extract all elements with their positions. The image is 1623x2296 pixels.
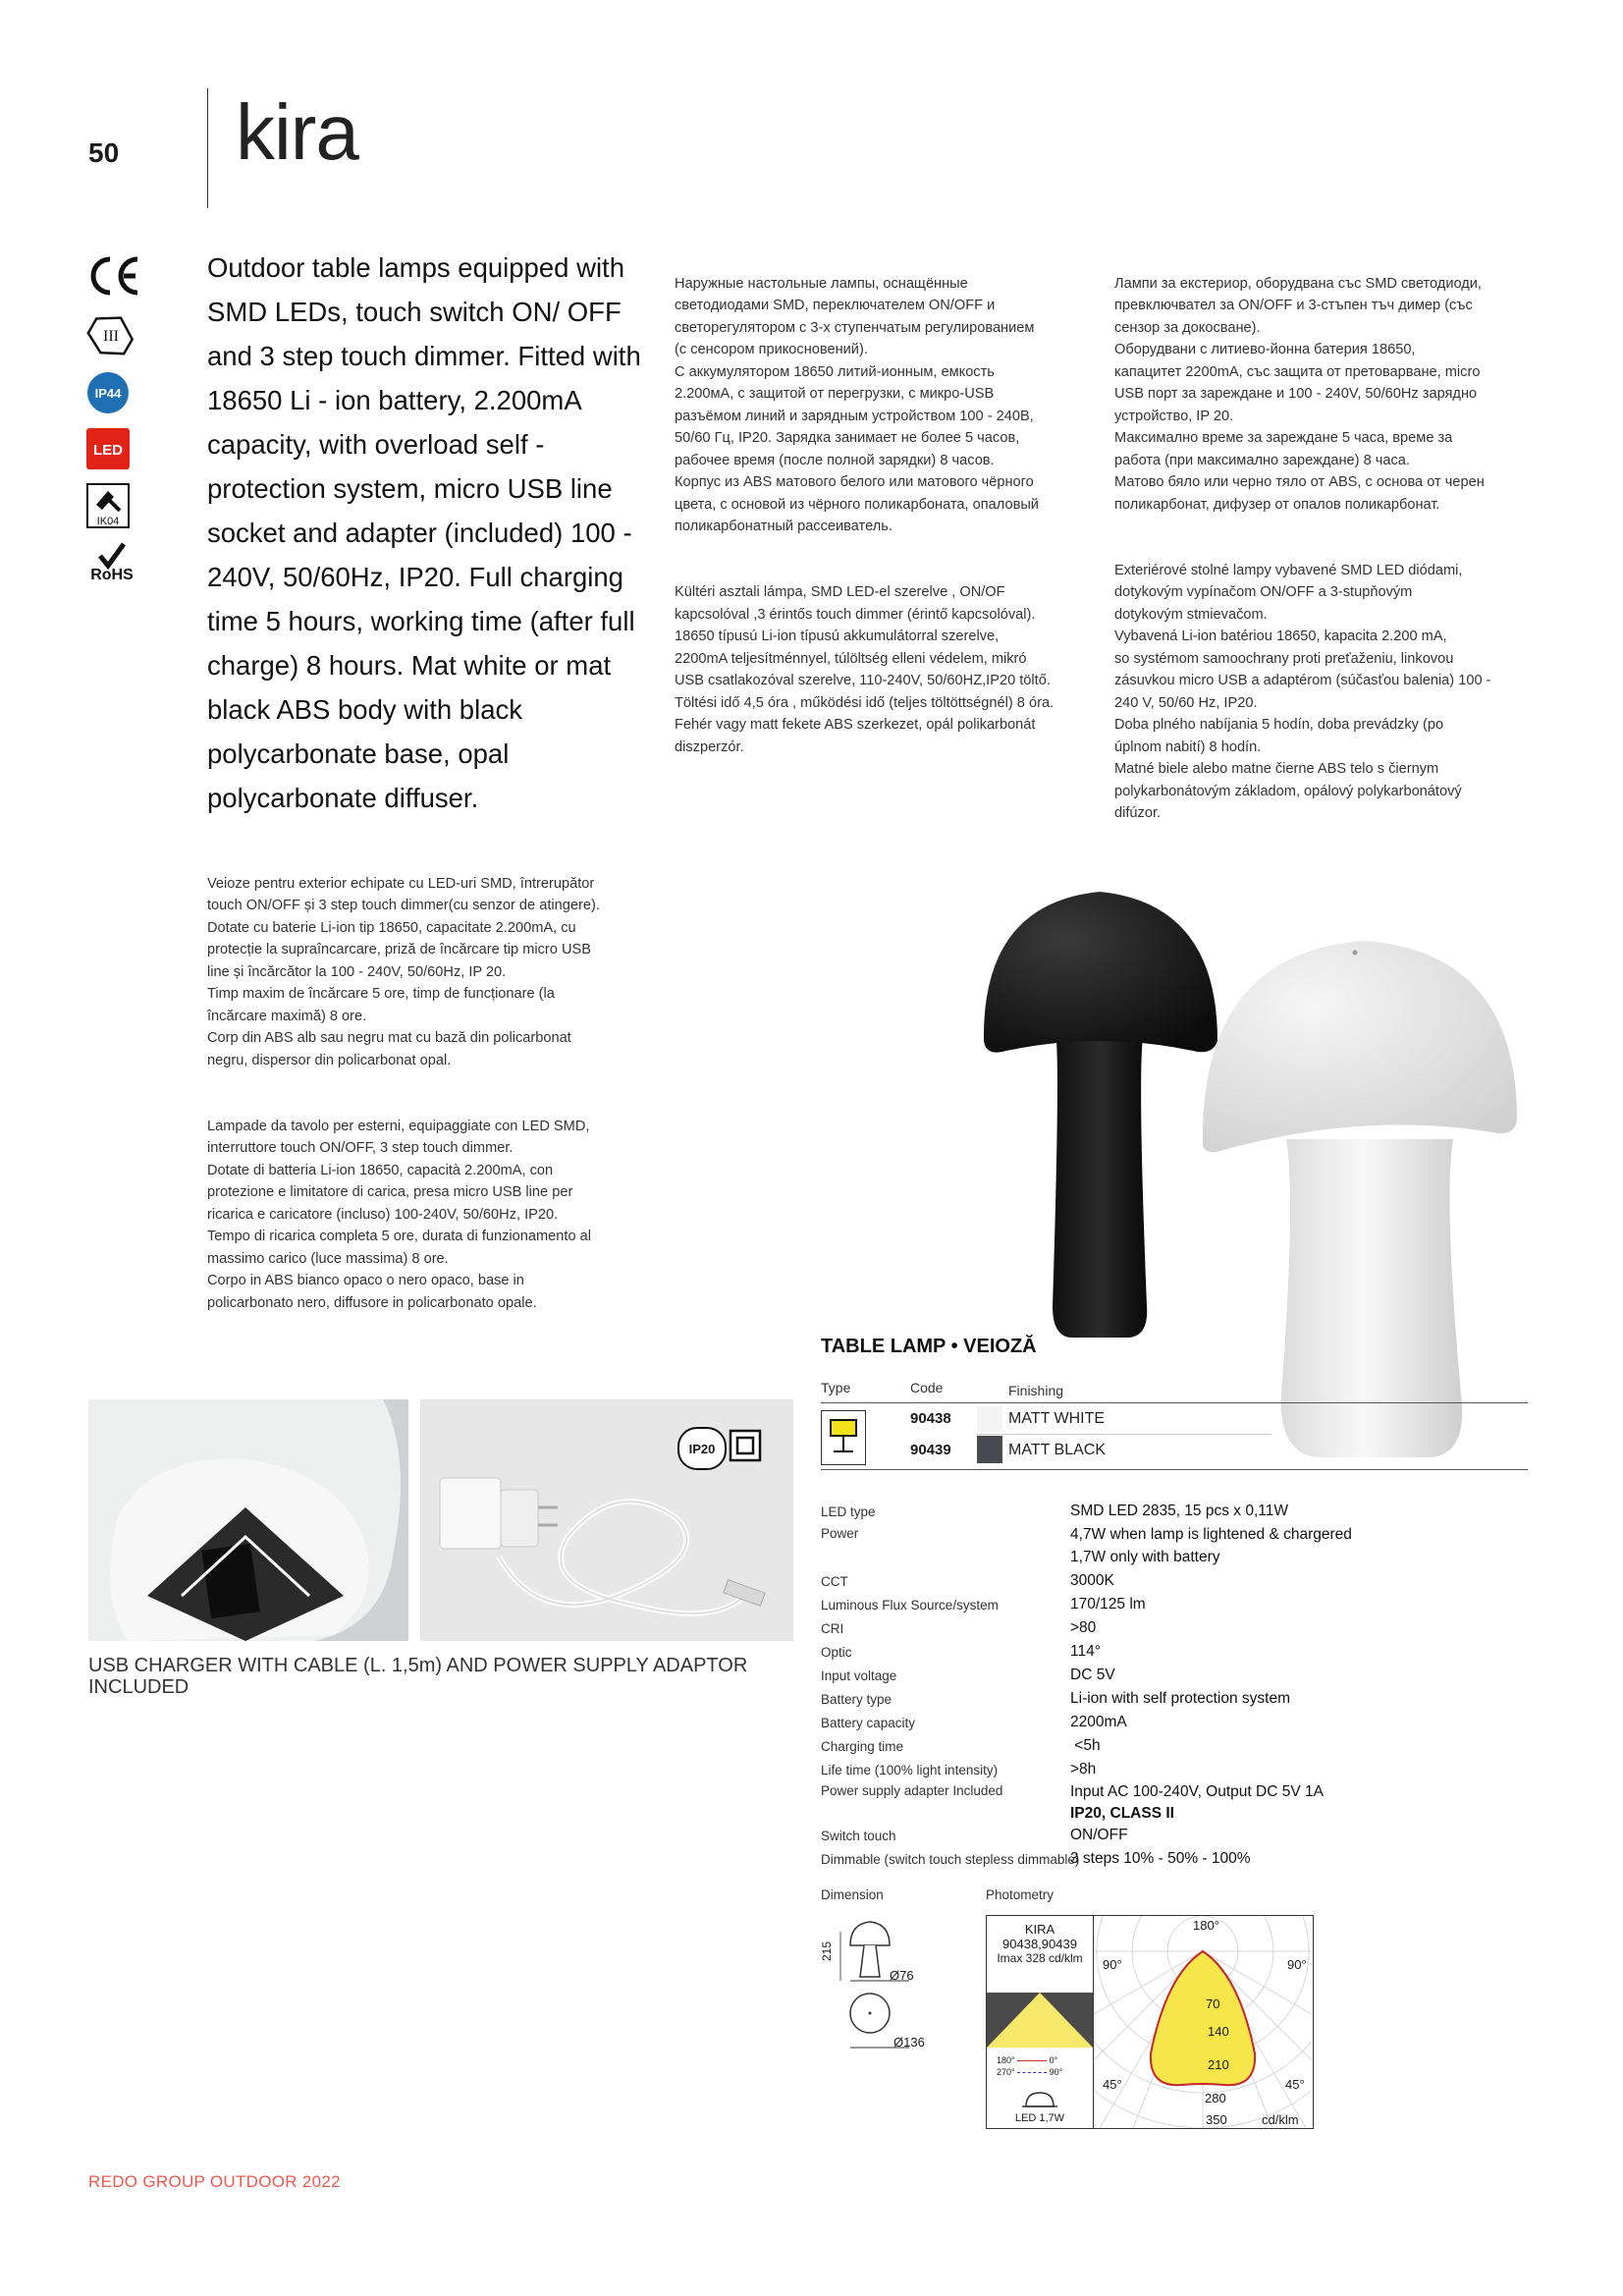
legend-0: 0°	[1049, 2055, 1058, 2065]
spec-value: DC 5V	[1070, 1667, 1115, 1683]
angle-top: 180°	[1193, 1918, 1219, 1933]
photometry-box	[986, 1915, 1314, 2129]
photometry-name: KIRA	[1024, 1922, 1055, 1937]
text-column-left	[207, 850, 654, 1358]
ring-label: 70	[1206, 1996, 1220, 2011]
rohs-icon	[86, 542, 139, 581]
page-title: kira	[236, 88, 358, 176]
spec-label: Optic	[821, 1645, 852, 1660]
polar-diagram	[1094, 1916, 1312, 2128]
legend-270: 270°	[997, 2067, 1015, 2077]
spec-label: Input voltage	[821, 1668, 897, 1683]
spec-label: Dimmable (switch touch stepless dimmable)	[821, 1852, 1080, 1867]
class-ii-icon	[729, 1429, 762, 1462]
dimension-height: 215	[820, 1941, 835, 1962]
lamp-base-illustration	[88, 1399, 408, 1641]
table-bottom-rule	[821, 1469, 1528, 1470]
photometry-info	[987, 1916, 1094, 2128]
angle-bottom-left: 45°	[1103, 2077, 1122, 2092]
ip20-badge	[677, 1427, 727, 1470]
spec-label: Luminous Flux Source/system	[821, 1598, 999, 1613]
spec-label: Power supply adapter Included	[821, 1783, 1003, 1798]
spec-label: Battery capacity	[821, 1716, 916, 1730]
svg-text:RoHS: RoHS	[90, 567, 134, 581]
spec-label: Power	[821, 1526, 859, 1541]
spec-label: Charging time	[821, 1739, 904, 1754]
spec-label: Battery type	[821, 1692, 893, 1707]
spec-value: 4,7W when lamp is lightened & chargered	[1070, 1526, 1352, 1543]
dimension-diameter-base: Ø136	[893, 2035, 925, 2050]
certification-icons	[86, 253, 135, 595]
photometry-label: Photometry	[986, 1887, 1055, 1902]
swatch-matt-black	[977, 1436, 1002, 1463]
description-hu: Kültéri asztali lámpa, SMD LED-el szerelve , ON/OF kapcsolóval ,3 érintős touch dimmer (érintő kapcsolóval). 18650 típusú Li-ion típusú akkumulátorral szerelve, 2200mA teljesítménnyel, túlöltség elleni védelem, mikró USB csatlakozóval szerelve, 110-240V, 50/60HZ,IP20 töltő. Töltési idő 4,5 óra , működési idő (teljes töltöttségnél) 8 óra. Fehér vagy matt fekete ABS szerkezet, opál polikarbonát diszperzór.	[675, 584, 1055, 755]
photometry-led: LED 1,7W	[1014, 2112, 1065, 2124]
swatch-matt-white	[977, 1406, 1002, 1432]
table-header-rule	[821, 1402, 1528, 1403]
description-it: Lampade da tavolo per esterni, equipaggiate con LED SMD, interruttore touch ON/OFF, 3 step touch dimmer. Dotate di batteria Li-ion 18650, capacità 2.200mA, con protezione e limitatore di carica, presa micro USB line per ricarica e caricatore (incluso) 100-240V, 50/60Hz, IP20. Tempo di ricarica completa 5 ore, durata di funzionamento al massimo carico (luce massima) 8 ore. Corpo in ABS bianco opaco o nero opaco, base in policarbonato nero, diffusore in policarbonato opale.	[207, 1118, 591, 1311]
class-iii-icon	[86, 312, 135, 357]
table-lamp-type-icon	[821, 1410, 866, 1465]
spec-value: IP20, CLASS II	[1070, 1805, 1174, 1822]
legend-row-1	[997, 2055, 1085, 2065]
spec-label: Life time (100% light intensity)	[821, 1763, 999, 1777]
description-sk: Exteriérové stolné lampy vybavené SMD LED diódami, dotykovým vypínačom ON/OFF a 3-stupňovým dotykovým stmievačom. Vybavená Li-ion batériou 18650, kapacita 2.200 mA, so systémom samoochrany proti preťaženiu, linkovou zásuvkou micro USB a adaptérom (súčasťou balenia) 100 - 240 V, 50/60 Hz, IP20. Doba plného nabíjania 5 hodín, doba prevádzky (po úplnom nabití) 8 hodín. Matné biele alebo matne čierne ABS telo s čiernym polykarbonátovým základom, opálový polykarbonátový difúzor.	[1114, 562, 1491, 821]
accessories-caption: USB CHARGER WITH CABLE (L. 1,5m) AND POWER SUPPLY ADAPTOR INCLUDED	[88, 1655, 748, 1698]
col-header-type: Type	[821, 1380, 851, 1395]
photometry-unit: cd/klm	[1262, 2112, 1299, 2127]
ring-label: 280	[1205, 2091, 1226, 2105]
ce-mark-icon	[86, 253, 143, 299]
angle-right: 90°	[1287, 1957, 1307, 1972]
row-finish-black: MATT BLACK	[1008, 1442, 1106, 1458]
ring-label: 140	[1208, 2024, 1229, 2039]
spec-value: >80	[1070, 1619, 1097, 1636]
legend-row-2	[997, 2067, 1085, 2077]
description-en: Outdoor table lamps equipped with SMD LEDs, touch switch ON/ OFF and 3 step touch dimmer. Fitted with 18650 Li - ion battery, 2.200mA capacity, with overload self - protection system, micro USB line socket and adapter (included) 100 - 240V, 50/60Hz, IP20. Full charging time 5 hours, working time (after full charge) 8 hours. Mat white or mat black ABS body with black polycarbonate base, opal polycarbonate diffuser.	[207, 252, 641, 813]
spec-value: 170/125 lm	[1070, 1596, 1146, 1613]
svg-text:IK04: IK04	[96, 516, 120, 527]
photometry-imax: Imax 328 cd/klm	[997, 1951, 1083, 1965]
spec-label: CCT	[821, 1574, 848, 1589]
ring-label: 350	[1206, 2112, 1227, 2127]
row-divider	[977, 1434, 1271, 1435]
spec-value: 3 steps 10% - 50% - 100%	[1070, 1850, 1251, 1867]
led-icon	[86, 428, 130, 469]
spec-value: 1,7W only with battery	[1070, 1549, 1220, 1565]
beam-illustration	[987, 1993, 1093, 2048]
charger-photo	[420, 1399, 793, 1641]
text-column-right	[1114, 250, 1546, 868]
page-number: 50	[88, 137, 120, 168]
ip44-icon	[86, 371, 130, 414]
spec-value: Li-ion with self protection system	[1070, 1690, 1290, 1707]
led-lamp-icon	[1020, 2089, 1059, 2112]
legend-90: 90°	[1049, 2067, 1063, 2077]
spec-label: LED type	[821, 1504, 876, 1519]
spec-value: <5h	[1070, 1737, 1101, 1754]
dimension-diameter-top: Ø76	[890, 1968, 914, 1983]
text-column-middle	[675, 250, 1097, 802]
photometry-codes: 90438,90439	[1002, 1937, 1077, 1951]
description-ru: Наружные настольные лампы, оснащённые светодиодами SMD, переключателем ON/OFF и светорегулятором с 3-х ступенчатым регулированием (с сенсором прикосновений). С аккумулятором 18650 литий-ионным, емкость 2.200мА, с защитой от перегрузки, с микро-USB разъёмом линий и зарядным устройством 100 - 240В, 50/60 Гц, IP20. Зарядка занимает не более 5 часов, рабочее время (после полной зарядки) 8 часов. Корпус из ABS матового белого или матового чёрного цвета, с основой из чёрного поликарбоната, опаловый поликарбонатный рассеиватель.	[675, 275, 1039, 534]
ik04-icon	[86, 483, 130, 528]
angle-left: 90°	[1103, 1957, 1122, 1972]
row-code-90439: 90439	[910, 1442, 951, 1458]
spec-value: 114°	[1070, 1643, 1101, 1660]
svg-text:III: III	[103, 328, 119, 345]
ring-label: 210	[1208, 2057, 1229, 2072]
row-code-90438: 90438	[910, 1410, 951, 1427]
spec-label: Switch touch	[821, 1829, 896, 1843]
row-finish-white: MATT WHITE	[1008, 1410, 1106, 1427]
spec-value: 2200mA	[1070, 1714, 1127, 1730]
spec-value: >8h	[1070, 1761, 1097, 1777]
col-header-code: Code	[910, 1380, 944, 1395]
lamp-base-photo	[88, 1399, 408, 1641]
svg-text:IP44: IP44	[94, 386, 122, 401]
spec-value: ON/OFF	[1070, 1827, 1128, 1843]
spec-value: 3000K	[1070, 1572, 1114, 1589]
description-bg: Лампи за екстериор, оборудвана със SMD светодиоди, превключвател за ON/OFF и 3-стъпен тъч димер (със сензор за докосване). Оборудвани с литиево-йонна батерия 18650, капацитет 2200mA, със защита от претоварване, micro USB порт за зареждане и 100 - 240V, 50/60Hz зарядно устройство, IP 20. Максимално време за зареждане 5 часа, време за работа (при максимално зареждане) 8 часа. Матово бяло или черно тяло от ABS, с основа от черен поликарбонат, дифузер от опалов поликарбонат.	[1114, 275, 1485, 513]
legend-180: 180°	[997, 2055, 1015, 2065]
title-divider	[207, 88, 208, 208]
footer-brand: REDO GROUP OUTDOOR 2022	[88, 2172, 341, 2191]
spec-value: SMD LED 2835, 15 pcs x 0,11W	[1070, 1503, 1288, 1519]
col-header-finishing: Finishing	[1008, 1383, 1064, 1398]
ip20-label: IP20	[688, 1441, 716, 1456]
angle-bottom-right: 45°	[1285, 2077, 1305, 2092]
product-image	[972, 884, 1532, 1463]
description-ro: Veioze pentru exterior echipate cu LED-uri SMD, întrerupător touch ON/OFF și 3 step touch dimmer(cu senzor de atingere). Dotate cu baterie Li-ion tip 18650, capacitate 2.200mA, cu protecție la supraîncarcare, priză de încărcare tip micro USB line și încărcător la 100 - 240V, 50/60Hz, IP 20. Timp maxim de încărcare 5 ore, timp de funcționare (la încărcare maximă) 8 ore. Corp din ABS alb sau negru mat cu bază din policarbonat negru, dispersor din policarbonat opal.	[207, 875, 600, 1068]
spec-value: Input AC 100-240V, Output DC 5V 1A	[1070, 1783, 1324, 1800]
dimension-label: Dimension	[821, 1887, 884, 1902]
spec-label: CRI	[821, 1621, 844, 1636]
product-table-title: TABLE LAMP • VEIOZĂ	[821, 1336, 1037, 1357]
svg-text:LED: LED	[93, 442, 123, 459]
